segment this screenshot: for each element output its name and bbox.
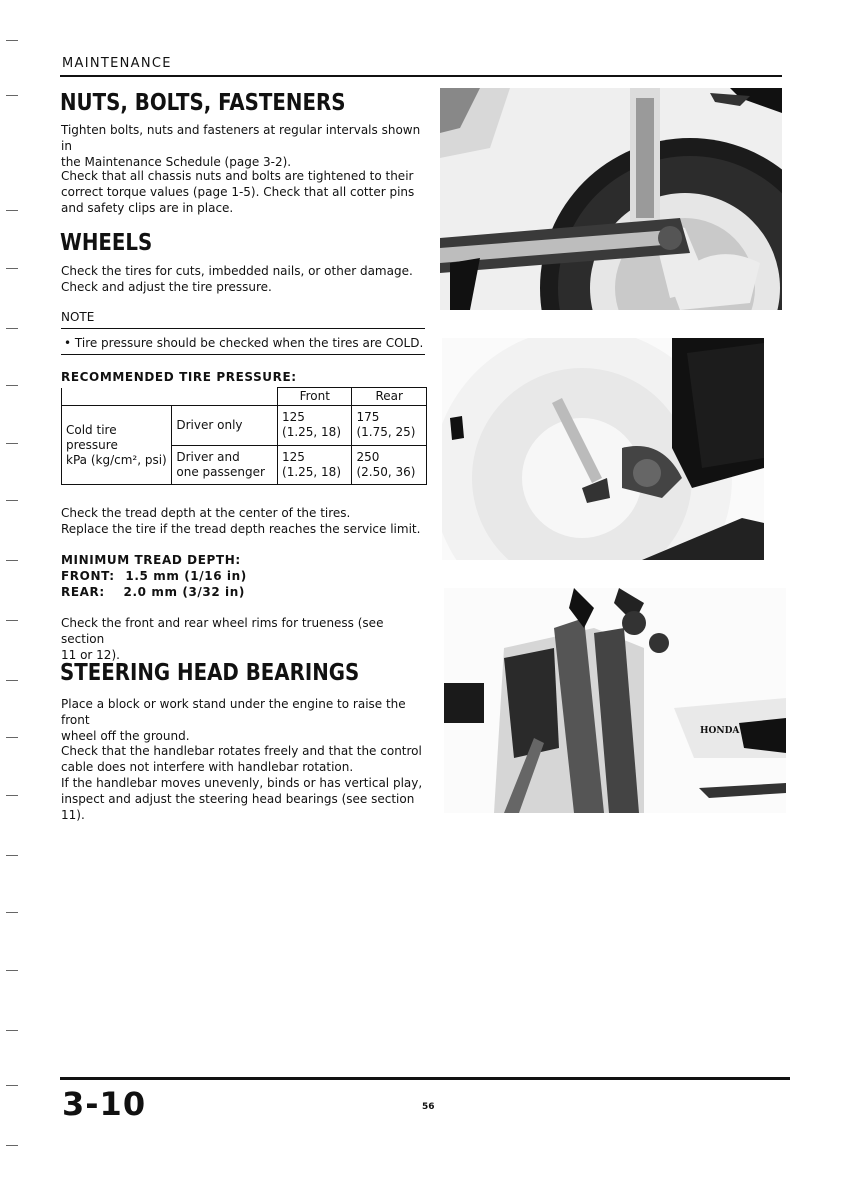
value-kg-psi: (1.25, 18) [282,464,341,479]
scan-mark [6,970,18,971]
text-line: Tighten bolts, nuts and fasteners at regular intervals shown in [61,123,421,153]
scan-mark [6,1030,18,1031]
rear-label: REAR: [61,585,105,599]
front-label: FRONT: [61,569,115,583]
text-line: and safety clips are in place. [61,201,234,215]
scan-mark [6,443,18,444]
text-line: Check that the handlebar rotates freely and that the control [61,744,422,758]
value-kpa: 175 [356,410,380,425]
header-front: Front [278,388,352,406]
cell-rear-driver-passenger [352,445,427,485]
text-line: Check the tires for cuts, imbedded nails, or other damage. [61,264,413,278]
cell-front-driver-passenger [278,445,352,485]
scan-mark [6,795,18,796]
text-line: 11 or 12). [61,648,120,662]
value-kg-psi: (1.25, 18) [282,425,341,440]
note-label: NOTE [61,310,95,324]
scan-mark [6,40,18,41]
steering-paragraph-2 [61,743,427,823]
text-line: kPa (kg/cm², psi) [66,452,167,467]
photo-steering-head [444,588,786,813]
photo-rear-wheel-chain [440,88,782,310]
scan-mark [6,680,18,681]
page-number: 3-10 [62,1085,147,1123]
table-header-row [62,388,427,406]
text-line: Replace the tire if the tread depth reaches the service limit. [61,522,421,536]
text-line: one passenger [176,464,265,479]
value-kpa: 125 [282,410,305,425]
note-rule-top [61,328,425,329]
text-line: If the handlebar moves unevenly, binds or has vertical play, [61,776,423,790]
text-line: pressure [66,437,118,452]
text-line: Cold tire [66,422,117,437]
value-kpa: 125 [282,449,305,464]
text-line: correct torque values (page 1-5). Check that all cotter pins [61,185,415,199]
row-label-driver-passenger [172,445,278,485]
min-tread-rear [61,584,247,600]
folio-number: 56 [422,1102,435,1112]
heading-wheels: WHEELS [60,230,153,256]
scan-mark [6,737,18,738]
section-header: MAINTENANCE [62,56,172,71]
value-kg-psi: (1.75, 25) [356,425,416,440]
text-line: cable does not interfere with handlebar rotation. [61,760,354,774]
text-line: wheel off the ground. [61,729,190,743]
scan-mark [6,95,18,96]
scan-mark [6,385,18,386]
text-line: Check the tread depth at the center of the tires. [61,506,351,520]
table-cell-empty [62,388,172,406]
min-tread-block [61,552,247,600]
scan-mark [6,855,18,856]
tire-pressure-title: RECOMMENDED TIRE PRESSURE: [61,370,297,384]
front-value: 1.5 mm (1/16 in) [125,569,247,583]
steering-paragraph-1 [61,696,427,744]
text-line: Place a block or work stand under the engine to raise the front [61,697,406,727]
text-line: 11). [61,808,85,822]
note-rule-bottom [61,354,425,355]
table-row [62,406,427,446]
wheels-paragraph-1 [61,263,427,295]
header-rule [60,75,782,77]
scan-mark [6,560,18,561]
scan-mark [6,268,18,269]
text-line: inspect and adjust the steering head bearings (see section [61,792,415,806]
min-tread-front [61,568,247,584]
rear-value: 2.0 mm (3/32 in) [123,585,246,599]
value-kg-psi: (2.50, 36) [356,464,416,479]
cell-rear-driver-only [352,406,427,446]
nuts-paragraph-1 [61,122,427,170]
scan-mark [6,1085,18,1086]
text-line: the Maintenance Schedule (page 3-2). [61,155,292,169]
row-label-driver-only: Driver only [172,406,278,446]
min-tread-title: MINIMUM TREAD DEPTH: [61,553,241,567]
text-line: Driver and [176,449,240,464]
tread-paragraph [61,505,427,537]
value-kpa: 250 [356,449,380,464]
nuts-paragraph-2 [61,168,427,216]
scan-mark [6,620,18,621]
row-label-cold-tire [62,406,172,485]
cell-front-driver-only [278,406,352,446]
heading-nuts-bolts: NUTS, BOLTS, FASTENERS [60,90,346,116]
photo-front-wheel-axle [442,338,764,560]
rims-paragraph [61,615,427,663]
scan-mark [6,500,18,501]
scan-mark [6,1145,18,1146]
scan-mark [6,912,18,913]
text-line: Check and adjust the tire pressure. [61,280,272,294]
scan-mark [6,210,18,211]
honda-brand-label: HONDA [700,726,740,736]
header-rear: Rear [352,388,427,406]
scan-mark [6,328,18,329]
tire-pressure-table [61,387,427,485]
note-text: • Tire pressure should be checked when the tires are COLD. [64,336,424,350]
footer-rule [60,1077,790,1080]
table-cell-empty [172,388,278,406]
text-line: Check that all chassis nuts and bolts are tightened to their [61,169,414,183]
heading-steering-head: STEERING HEAD BEARINGS [60,660,360,686]
text-line: Check the front and rear wheel rims for trueness (see section [61,616,384,646]
